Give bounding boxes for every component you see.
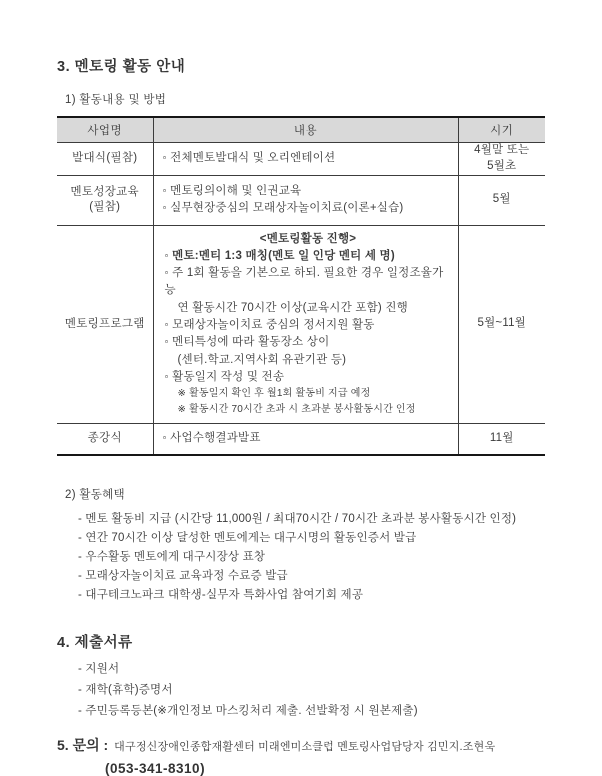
- period-cell: 4월말 또는 5월초: [458, 142, 545, 175]
- inquiry-phone: (053-341-8310): [105, 761, 206, 776]
- table-row-closing: 종강식 ◦ 사업수행결과발표 11월: [57, 423, 545, 455]
- content-line: ◦ 모래상자놀이치료 중심의 정서지원 활동: [164, 318, 375, 331]
- period-cell: 11월: [458, 423, 545, 455]
- table-header-row: [57, 117, 545, 142]
- benefit-item: - 멘토 활동비 지급 (시간당 11,000원 / 최대70시간 / 70시간 초과분 봉사활동시간 인정): [78, 513, 517, 526]
- content-line: ◦ 멘티특성에 따라 활동장소 상이: [164, 336, 330, 349]
- content-line: (센터.학교.지역사회 유관기관 등): [177, 353, 347, 366]
- table-row-training: 멘토성장교육 (필참) ◦ 멘토링의이해 및 인권교육 ◦ 실무현장중심의 모래상자놀이치료(이론+실습) 5월: [57, 175, 545, 225]
- documents-section: [57, 631, 545, 722]
- benefit-item: - 연간 70시간 이상 달성한 멘토에게는 대구시명의 활동인증서 발급: [78, 532, 417, 545]
- content-line: ◦ 멘토:멘티 1:3 매칭(멘토 일 인당 멘티 세 명): [164, 249, 395, 262]
- benefit-item: - 모래상자놀이치료 교육과정 수료증 발급: [78, 570, 288, 583]
- benefits-heading: 2) 활동혜택: [65, 489, 125, 502]
- content-line: <멘토링활동 진행>: [259, 232, 357, 245]
- content-note: ※ 활동시간 70시간 초과 시 초과분 봉사활동시간 인정: [177, 404, 416, 416]
- activity-table: [57, 116, 545, 456]
- column-header-period: 시기: [458, 117, 545, 142]
- content-line: ◦ 사업수행결과발표: [162, 432, 261, 445]
- content-line: ◦ 활동일지 작성 및 전송: [164, 370, 285, 383]
- content-line: ◦ 전체멘토발대식 및 오리엔테이션: [162, 151, 336, 164]
- document-item: - 주민등록등본(※개인정보 마스킹처리 제출. 선발확정 시 원본제출): [78, 705, 418, 718]
- document-item: - 재학(휴학)증명서: [78, 684, 173, 697]
- period-cell: 5월: [458, 175, 545, 225]
- documents-heading: 4. 제출서류: [57, 635, 133, 652]
- table-row-launch: 발대식(필참) ◦ 전체멘토발대식 및 오리엔테이션 4월말 또는 5월초: [57, 142, 545, 175]
- inquiry-heading: 5. 문의 :: [57, 737, 109, 754]
- benefit-item: - 대구테크노파크 대학생-실무자 특화사업 참여기회 제공: [78, 589, 364, 602]
- section3-heading: 3. 멘토링 활동 안내: [57, 59, 186, 75]
- activities-subheading: 1) 활동내용 및 방법: [65, 94, 167, 106]
- table-row-program: 멘토링프로그램 <멘토링활동 진행> ◦ 멘토:멘티 1:3 매칭(멘토 일 인당 멘티 세 명) ◦ 주 1회 활동을 기본으로 하되. 필요한 경우 일정조율가능 연 활동시간 70시간 이상(교육시간 포함) 진행 ◦ 모래상자놀이치료 중심의 정서지원 활동 ◦ 멘티특성에 따라 활동장소 상이 (센터.학교.지역사회 유관기관 등) ◦ 활동일지 작성 및 전송 ※ 활동일지 확인 후 월1회 활동비 지급 예정 ※ 활동시간 70시간 초과 시 초과분 봉사활동시간 인정 5월~11월: [57, 225, 545, 423]
- benefit-item: - 우수활동 멘토에게 대구시장상 표창: [78, 551, 266, 564]
- column-header-name: 사업명: [57, 117, 153, 142]
- period-cell: 5월~11월: [458, 225, 545, 423]
- content-note: ※ 활동일지 확인 후 월1회 활동비 지급 예정: [177, 388, 371, 400]
- column-header-content: 내용: [153, 117, 458, 142]
- content-line: ◦ 멘토링의이해 및 인권교육: [162, 184, 302, 197]
- content-line: 연 활동시간 70시간 이상(교육시간 포함) 진행: [177, 301, 408, 314]
- document-item: - 지원서: [78, 663, 120, 676]
- inquiry-section: [57, 735, 545, 776]
- content-line: ◦ 주 1회 활동을 기본으로 하되. 필요한 경우 일정조율가능: [164, 267, 444, 297]
- inquiry-text: 대구정신장애인종합재활센터 미래엔미소클럽 멘토링사업담당자 김민지.조현욱: [114, 741, 496, 754]
- content-line: ◦ 실무현장중심의 모래상자놀이치료(이론+실습): [162, 202, 404, 214]
- benefits-section: [57, 486, 545, 605]
